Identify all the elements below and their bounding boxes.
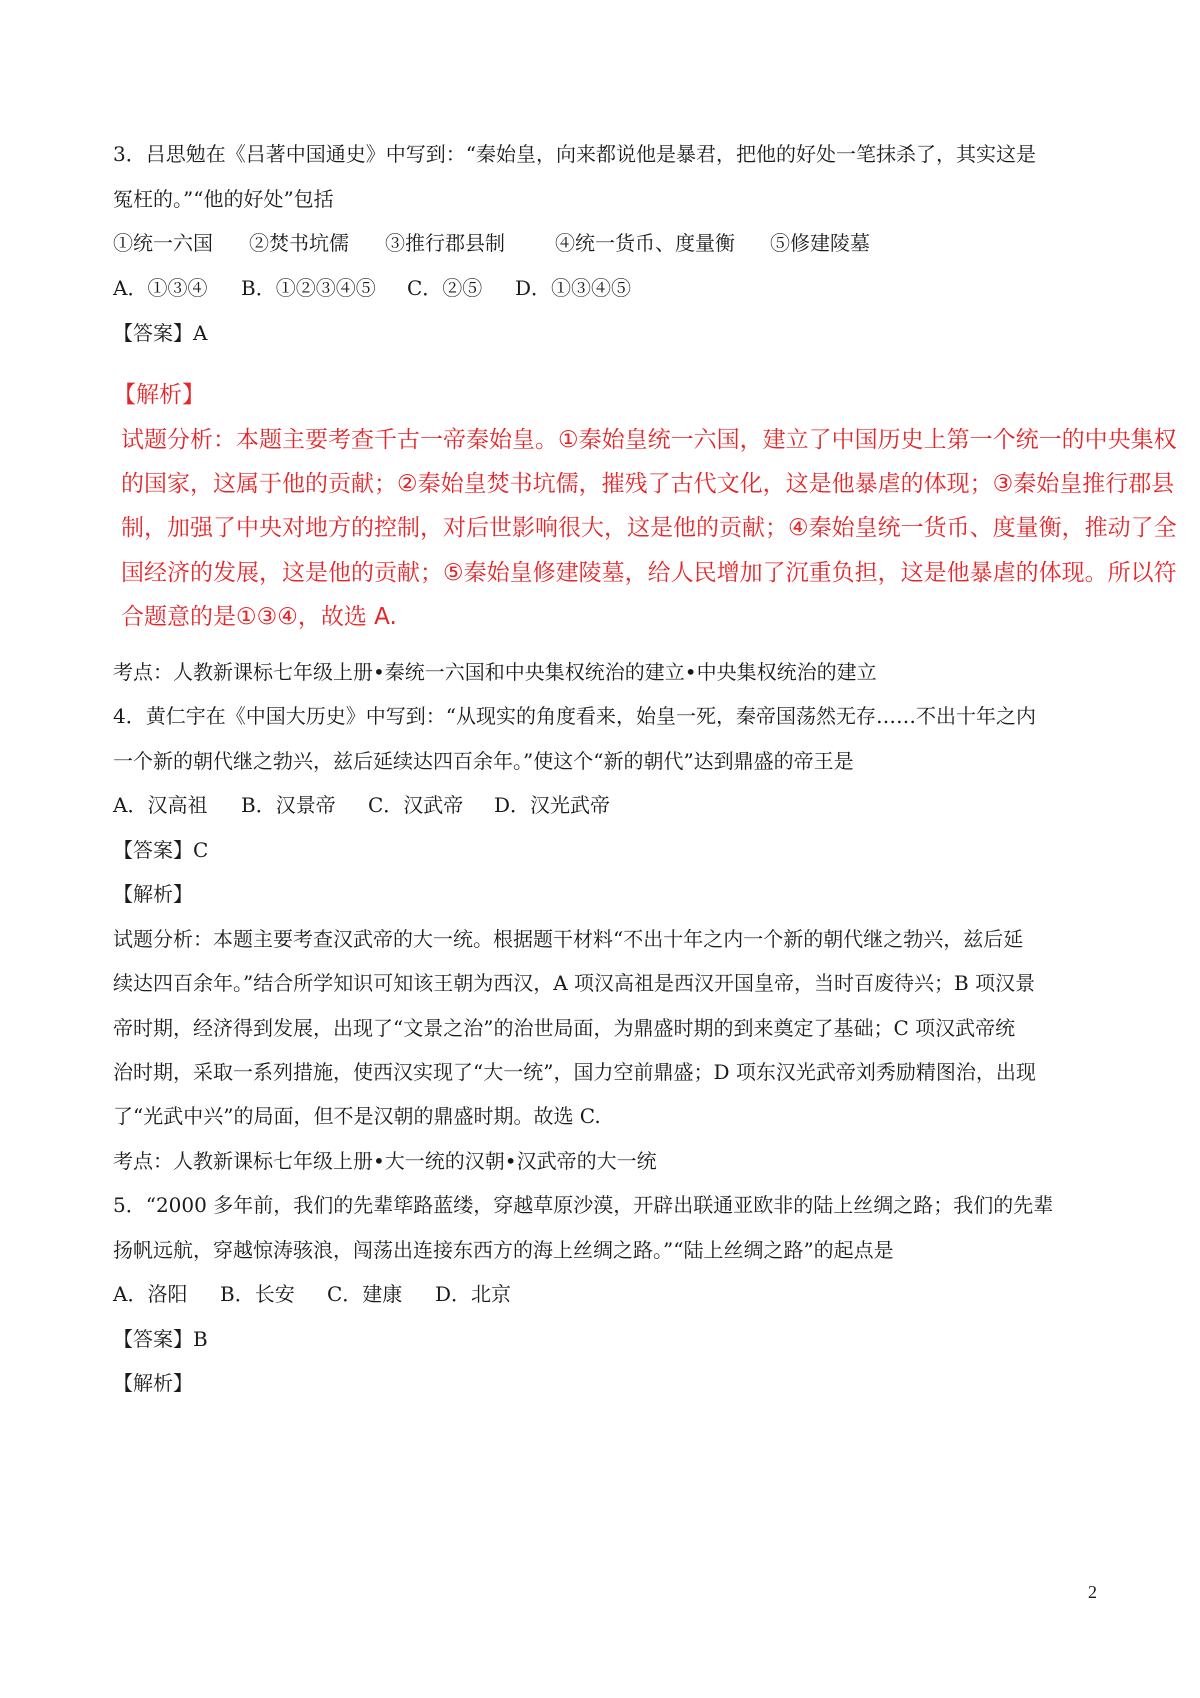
q4-option-d: D．汉光武帝	[494, 793, 611, 817]
q3-stem-line-1: 3．吕思勉在《吕著中国通史》中写到：“秦始皇，向来都说他是暴君，把他的好处一笔抹杀了，其实这是	[113, 142, 1036, 166]
q3-option-c: C．②⑤	[407, 276, 483, 300]
q3-analysis-line-3: 制，加强了中央对地方的控制，对后世影响很大，这是他的贡献；④秦始皇统一货币、度量衡，推动了全	[121, 515, 1177, 541]
q3-option-a: A．①③④	[113, 276, 208, 300]
q4-stem-line-2: 一个新的朝代继之勃兴，兹后延续达四百余年。”使这个“新的朝代”达到鼎盛的帝王是	[113, 749, 854, 773]
q4-option-b: B．汉景帝	[241, 793, 336, 817]
q5-options	[113, 1279, 1103, 1309]
q3-option-d: D．①③④⑤	[515, 276, 632, 300]
q3-analysis-line-2: 的国家，这属于他的贡献；②秦始皇焚书坑儒，摧残了古代文化，这是他暴虐的体现；③秦始皇推行郡县	[121, 471, 1175, 497]
q5-option-a: A．洛阳	[113, 1282, 188, 1306]
q3-items	[113, 228, 1103, 258]
q3-analysis-line-4: 国经济的发展，这是他的贡献；⑤秦始皇修建陵墓，给人民增加了沉重负担，这是他暴虐的体现。所以符	[121, 560, 1177, 586]
q4-analysis-line-2: 续达四百余年。”结合所学知识可知该王朝为西汉，A 项汉高祖是西汉开国皇帝，当时百废待兴；B 项汉景	[113, 971, 1036, 995]
q4-analysis-line-3: 帝时期，经济得到发展，出现了“文景之治”的治世局面，为鼎盛时期的到来奠定了基础；C 项汉武帝统	[113, 1016, 1016, 1040]
q4-option-c: C．汉武帝	[368, 793, 464, 817]
q4-option-a: A．汉高祖	[113, 793, 208, 817]
q4-point: 考点：人教新课标七年级上册•大一统的汉朝•汉武帝的大一统	[113, 1149, 657, 1173]
q3-item-1: ①统一六国	[113, 231, 213, 255]
q3-analysis-line-5: 合题意的是①③④，故选 A.	[121, 604, 397, 630]
q4-options	[113, 790, 1103, 820]
q5-answer: 【答案】B	[113, 1327, 208, 1351]
q5-analysis-title: 【解析】	[113, 1371, 193, 1395]
q3-option-b: B．①②③④⑤	[241, 276, 376, 300]
q3-stem-line-2: 冤枉的。”“他的好处”包括	[113, 187, 334, 211]
page-number: 2	[1088, 1582, 1097, 1602]
q4-analysis-line-1: 试题分析：本题主要考查汉武帝的大一统。根据题干材料“不出十年之内一个新的朝代继之勃兴，兹后延	[113, 927, 1024, 951]
q4-analysis-line-4: 治时期，采取一系列措施，使西汉实现了“大一统”，国力空前鼎盛；D 项东汉光武帝刘秀励精图治，出现	[113, 1060, 1036, 1084]
q5-stem-line-1: 5．“2000 多年前，我们的先辈筚路蓝缕，穿越草原沙漠，开辟出联通亚欧非的陆上丝绸之路；我们的先辈	[113, 1193, 1054, 1217]
q4-analysis-title: 【解析】	[113, 882, 193, 906]
q3-answer: 【答案】A	[113, 321, 208, 345]
q3-item-5: ⑤修建陵墓	[770, 231, 870, 255]
q5-stem-line-2: 扬帆远航，穿越惊涛骇浪，闯荡出连接东西方的海上丝绸之路。”“陆上丝绸之路”的起点是	[113, 1238, 894, 1262]
q3-analysis-line-1: 试题分析：本题主要考查千古一帝秦始皇。①秦始皇统一六国，建立了中国历史上第一个统一的中央集权	[121, 427, 1177, 453]
q3-item-4: ④统一货币、度量衡	[555, 231, 735, 255]
q3-options	[113, 273, 1103, 303]
q5-option-b: B．长安	[220, 1282, 295, 1306]
q3-item-2: ②焚书坑儒	[249, 231, 349, 255]
q4-analysis-line-5: 了“光武中兴”的局面，但不是汉朝的鼎盛时期。故选 C.	[113, 1104, 601, 1128]
q4-answer: 【答案】C	[113, 838, 209, 862]
q4-stem-line-1: 4．黄仁宇在《中国大历史》中写到：“从现实的角度看来，始皇一死，秦帝国荡然无存……不出十年之内	[113, 704, 1036, 728]
q3-item-3: ③推行郡县制	[385, 231, 505, 255]
q3-analysis-title: 【解析】	[113, 382, 205, 408]
q5-option-d: D．北京	[435, 1282, 512, 1306]
q3-point: 考点：人教新课标七年级上册•秦统一六国和中央集权统治的建立•中央集权统治的建立	[113, 660, 877, 684]
q5-option-c: C．建康	[327, 1282, 403, 1306]
